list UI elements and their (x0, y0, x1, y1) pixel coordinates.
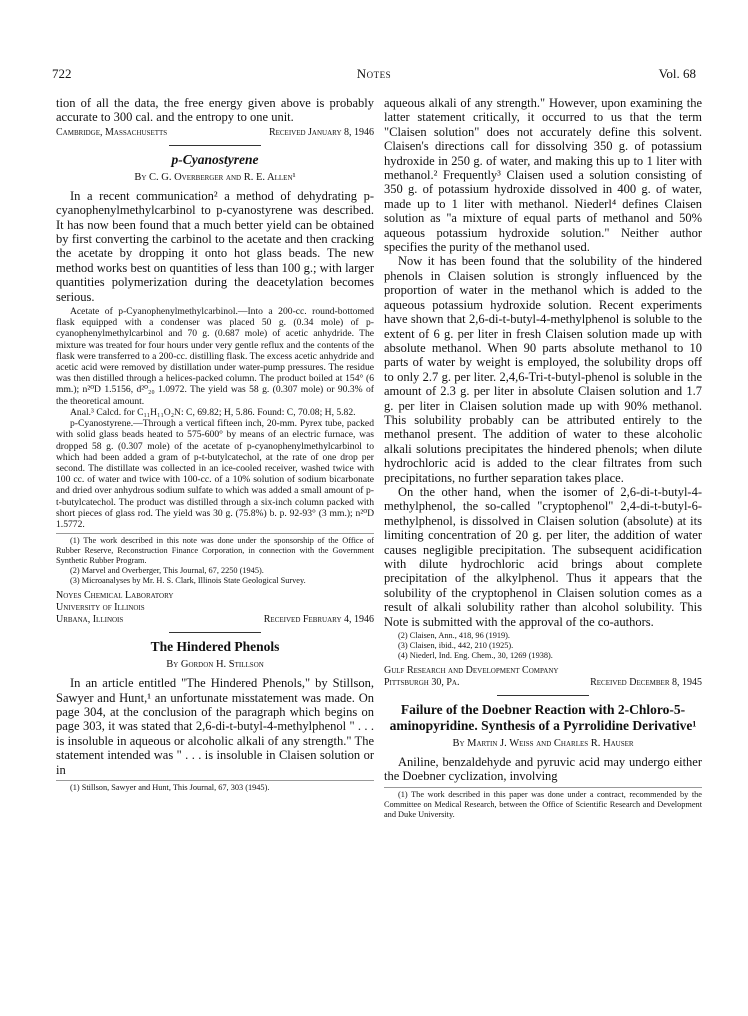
affiliation-line: Noyes Chemical Laboratory (56, 590, 174, 602)
footnote-1: (1) The work described in this note was done under the sponsorship of the Office of Rubber Reserve, Reconstruction Finance Corporation, in connection with the Government Synthetic Rubber Program. (56, 536, 374, 566)
footnote-1: (1) Stillson, Sawyer and Hunt, This Journal, 67, 303 (1945). (70, 782, 270, 792)
received-date: Received December 8, 1945 (590, 677, 702, 689)
affiliation-line: Pittsburgh 30, Pa. (384, 677, 460, 689)
received-date: Received February 4, 1946 (263, 614, 374, 626)
footnote-2: (2) Claisen, Ann., 418, 96 (1919). (398, 631, 510, 641)
article-paragraph: aqueous alkali of any strength." However, upon examining the latter statement critically, it occurred to us that the term "Claisen solution" does not accurately define this solvent. Claisen's directions call for dissolving 350 g. of potassium hydroxide in 250 g. of water, and making this up to 1 liter with methanol.² Frequently³ Claisen used a solution consisting of 350 g. of potassium hydroxide dissolved in 400 g. of water, made up to 1 liter with methanol. Niederl⁴ defines Claisen solution as "a mixture of equal parts of methanol and 50% aqueous potassium hydroxide solution." Neither author specifies the purity of the methanol used. (384, 96, 702, 255)
footnote-1: (1) The work described in this paper was done under a contract, recommended by the Committee on Medical Research, between the Office of Scientific Research and Development and Duke University. (384, 789, 702, 819)
affiliation-line: University of Illinois (56, 602, 145, 614)
article-paragraph: In a recent communication² a method of dehydrating p-cyanophenylmethylcarbinol to p-cyanostyrene was described. It has now been found that a much better yield can be obtained by first converting the carbinol to the acetate and then cracking the acetate by dropping it onto hot glass beads. The new method works best on quantities of less than 100 g.; with larger quantities polymerization during the deacetylation becomes serious. (56, 188, 374, 304)
article-byline: By Gordon H. Stillson (166, 659, 264, 671)
affiliation-gulf (384, 665, 702, 689)
left-column (56, 96, 374, 996)
article-title-cyanostyrene: p-Cyanostyrene (171, 151, 259, 167)
footnote-divider (56, 533, 374, 534)
footnote-4: (4) Niederl, Ind. Eng. Chem., 30, 1269 (1938). (398, 651, 553, 661)
footnote-2: (2) Marvel and Overberger, This Journal, 67, 2250 (1945). (70, 566, 264, 576)
footnote-divider (384, 787, 702, 788)
article-paragraph: Now it has been found that the solubility of the hindered phenols in Claisen solution is strongly influenced by the proportion of water in the methanol which is added to the aqueous potassium hydroxide solution. Recent experiments have shown that 2,6-di-t-butyl-4-methylphenol is soluble to the extent of 6 g. per liter in fresh Claisen solution made up with absolute methanol. When 90 parts absolute methanol to 10 parts of water by weight is employed, the solubility drops off to only 2.7 g. per liter. 2,4,6-Tri-t-butyl-phenol is soluble in the amount of 2.3 g. per liter in absolute Claisen solution and 1.7 g. per liter in Claisen solution made up with 90% methanol. This solubility probably can be attributed entirely to the methanol present. The addition of water to these alcoholic alkali solutions precipitates the hindered phenols; when dilute hydrochloric acid is added to the clear filtrates from such precipitations, no further separation takes place. (384, 254, 702, 485)
affiliation-illinois (56, 590, 374, 626)
article-paragraph: On the other hand, when the isomer of 2,6-di-t-butyl-4-methylphenol, the so-called "cryptophenol" 2,4-di-t-butyl-6-methylphenol, is dissolved in Claisen solution (absolute) at its limiting concentration of 20 g. per liter, the addition of water causes negligible precipitation. The subsequent acidification with dilute hydrochloric acid brings about complete precipitation of the alkylphenol. Thus it appears that the solubility of the cryptophenol in Claisen solution comes as a result of alkali solubility rather than alcohol solubility. This Note is submitted with the approval of the co-authors. (384, 484, 702, 629)
section-divider (169, 145, 261, 146)
footnote-3: (3) Claisen, ibid., 442, 210 (1925). (398, 641, 514, 651)
section-title: Notes (356, 66, 392, 81)
article-paragraph: Aniline, benzaldehyde and pyruvic acid may undergo either the Doebner cyclization, involving (384, 755, 702, 784)
volume-number: Vol. 68 (658, 66, 696, 81)
affiliation-line: Gulf Research and Development Company (384, 665, 559, 677)
received-date: Received January 8, 1946 (268, 126, 374, 138)
experimental-cyanostyrene: p-Cyanostyrene.—Through a vertical fifteen inch, 20-mm. Pyrex tube, packed with solid glass beads heated to 575-600° by means of an electric furnace, was dropped 58 g. (0.307 mole) of the acetate of p-cyanophenylmethylcarbinol to which had been added a gram of p-t-butylcatechol, at the rate of one drop per second. The distillate was collected in an ice-cooled receiver, washed twice with 100 cc. of water and twice with 100-cc. of a 10% solution of sodium bicarbonate and dried over anhydrous sodium sulfate to which was added a small amount of p-t-butylcatechol. The product was distilled through a six-inch column packed with short pieces of glass rod. The yield was 30 g. (75.8%) b. p. 92-93° (3 mm.); n²⁰D 1.5772. (56, 418, 374, 530)
footnote-divider (56, 780, 374, 781)
article-byline: By C. G. Overberger and R. E. Allen¹ (134, 171, 296, 183)
article-paragraph: In an article entitled "The Hindered Phenols," by Stillson, Sawyer and Hunt,¹ an unfortunate misstatement was made. On page 304, at the conclusion of the paragraph which begins on page 303, it was stated that 2,6-di-t-butyl-4-methylphenol " . . . is insoluble in aqueous or alcoholic alkali of any strength." The statement intended was " . . . is insoluble in Claisen solution or in (56, 676, 374, 777)
experimental-acetate: Acetate of p-Cyanophenylmethylcarbinol.—Into a 200-cc. round-bottomed flask equipped with a condenser was placed 50 g. (0.34 mole) of p-cyanophenylmethylcarbinol and 70 g. (0.687 mole) of acetic anhydride. The mixture was treated for four hours under very gentle reflux and the contents of the flask were transferred to a 200-cc. distilling flask. The excess acetic anhydride and acetic acid were removed by distillation under water-pump pressures. The residue was then distilled through a helices-packed column. The product boiled at 154° (6 mm.); n²⁰D 1.5156, d²⁰₂₀ 1.0972. The yield was 58 g. (0.307 mole) or 90.3% of the theoretical amount. (56, 306, 374, 407)
right-column (384, 96, 702, 996)
elemental-analysis: Anal.³ Calcd. for C₁₁H₁₁O₂N: C, 69.82; H, 5.86. Found: C, 70.08; H, 5.82. (70, 406, 356, 418)
page-number: 722 (52, 66, 72, 81)
article-title-doebner: Failure of the Doebner Reaction with 2-Chloro-5-aminopyridine. Synthesis of a Pyrrolidine Derivative¹ (389, 702, 697, 734)
footnote-3: (3) Microanalyses by Mr. H. S. Clark, Illinois State Geological Survey. (70, 576, 306, 586)
affiliation-line: Urbana, Illinois (56, 614, 124, 626)
section-divider (169, 632, 261, 633)
article-byline: By Martin J. Weiss and Charles R. Hauser (452, 738, 634, 750)
affiliation-cambridge (56, 127, 374, 139)
continued-paragraph: tion of all the data, the free energy given above is probably accurate to 300 cal. and the entropy to one unit. (56, 96, 374, 125)
running-header (52, 66, 696, 82)
affiliation-place: Cambridge, Massachusetts (56, 126, 168, 138)
article-title-hindered-phenols: The Hindered Phenols (150, 639, 280, 655)
section-divider (497, 695, 589, 696)
